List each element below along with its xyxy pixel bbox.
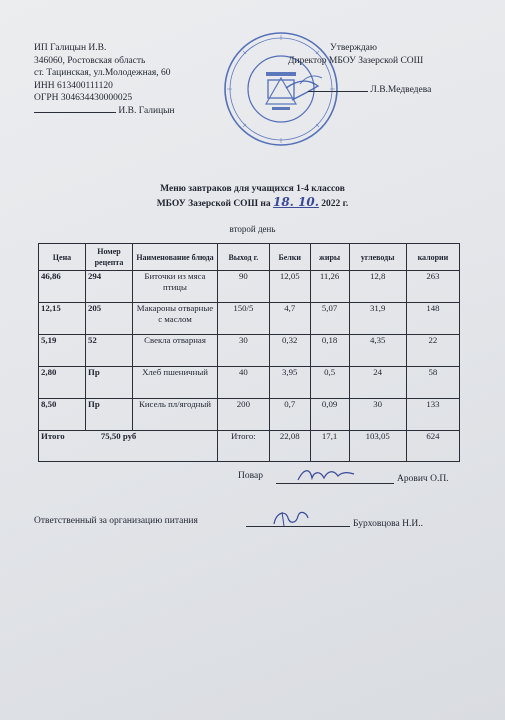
approver-name: Л.В.Медведева bbox=[370, 85, 432, 95]
menu-subtitle bbox=[0, 196, 505, 210]
table-row bbox=[39, 271, 460, 303]
cell-protein: 0,32 bbox=[269, 335, 310, 367]
col-yield: Выход г. bbox=[218, 244, 270, 271]
supplier-ogrn: ОГРН 304634430000025 bbox=[34, 93, 133, 103]
cell-kcal: 148 bbox=[406, 303, 459, 335]
cell-dish: Свекла отварная bbox=[133, 335, 218, 367]
cell-recipe: Пр bbox=[86, 367, 133, 399]
cell-price: 12,15 bbox=[39, 303, 86, 335]
total-label: Итого bbox=[41, 431, 65, 441]
cook-signature-icon bbox=[296, 466, 356, 484]
col-kcal: калории bbox=[406, 244, 459, 271]
supplier-address-street: ст. Тацинская, ул.Молодежная, 60 bbox=[34, 68, 171, 78]
year-label: 2022 г. bbox=[321, 199, 349, 209]
cell-kcal: 133 bbox=[406, 399, 459, 431]
cell-recipe: 52 bbox=[86, 335, 133, 367]
menu-date: 18. 10. bbox=[272, 195, 319, 209]
cell-yield: 30 bbox=[218, 335, 270, 367]
cell-carbs: 12,8 bbox=[349, 271, 406, 303]
menu-table bbox=[38, 243, 460, 462]
cell-fat: 5,07 bbox=[310, 303, 349, 335]
cell-recipe: 294 bbox=[86, 271, 133, 303]
cell-carbs: 30 bbox=[349, 399, 406, 431]
table-row bbox=[39, 335, 460, 367]
supplier-name: ИП Галицын И.В. bbox=[34, 43, 107, 53]
cell-kcal: 58 bbox=[406, 367, 459, 399]
table-total-row bbox=[39, 431, 460, 462]
approver-signature-line bbox=[308, 84, 431, 97]
cell-carbs: 24 bbox=[349, 367, 406, 399]
cell-fat: 0,18 bbox=[310, 335, 349, 367]
approver-position: Директор МБОУ Зазерской СОШ bbox=[288, 56, 424, 66]
cell-recipe: 205 bbox=[86, 303, 133, 335]
cell-yield: 150/5 bbox=[218, 303, 270, 335]
col-price: Цена bbox=[39, 244, 86, 271]
cell-kcal: 263 bbox=[406, 271, 459, 303]
cell-recipe: Пр bbox=[86, 399, 133, 431]
table-row bbox=[39, 399, 460, 431]
total-kcal: 624 bbox=[406, 431, 459, 462]
col-dish: Наименование блюда bbox=[133, 244, 218, 271]
cell-protein: 12,05 bbox=[269, 271, 310, 303]
responsible-name: Бурховцова Н.И.. bbox=[353, 519, 423, 529]
responsible-label: Ответственный за организацию питания bbox=[34, 516, 198, 526]
table-row bbox=[39, 303, 460, 335]
total-label-2: Итого: bbox=[218, 431, 270, 462]
cell-dish: Кисель пл/ягодный bbox=[133, 399, 218, 431]
total-protein: 22,08 bbox=[269, 431, 310, 462]
total-carbs: 103,05 bbox=[349, 431, 406, 462]
menu-title: Меню завтраков для учащихся 1-4 классов bbox=[160, 184, 345, 194]
cook-name: Арович О.П. bbox=[397, 474, 449, 484]
cell-carbs: 31,9 bbox=[349, 303, 406, 335]
cell-protein: 4,7 bbox=[269, 303, 310, 335]
supplier-inn: ИНН 613400111120 bbox=[34, 80, 113, 91]
supplier-block bbox=[34, 42, 175, 117]
table-header-row bbox=[39, 244, 460, 271]
responsible-signature-icon bbox=[270, 508, 310, 528]
cell-fat: 0,09 bbox=[310, 399, 349, 431]
col-recipe: Номер рецепта bbox=[86, 244, 133, 271]
cell-dish: Макароны отварные с маслом bbox=[133, 303, 218, 335]
col-carbs: углеводы bbox=[349, 244, 406, 271]
table-row bbox=[39, 367, 460, 399]
cell-kcal: 22 bbox=[406, 335, 459, 367]
supplier-signature-line bbox=[34, 105, 175, 118]
cell-price: 5,19 bbox=[39, 335, 86, 367]
school-label: МБОУ Зазерской СОШ на bbox=[156, 199, 271, 209]
day-label: второй день bbox=[229, 224, 276, 234]
cell-protein: 3,95 bbox=[269, 367, 310, 399]
cell-fat: 0,5 bbox=[310, 367, 349, 399]
cell-fat: 11,26 bbox=[310, 271, 349, 303]
col-protein: Белки bbox=[269, 244, 310, 271]
cell-yield: 90 bbox=[218, 271, 270, 303]
cell-yield: 40 bbox=[218, 367, 270, 399]
cell-dish: Биточки из мяса птицы bbox=[133, 271, 218, 303]
cook-label: Повар bbox=[238, 471, 263, 481]
cell-price: 2,80 bbox=[39, 367, 86, 399]
supplier-address-region: 346060, Ростовская область bbox=[34, 55, 146, 66]
total-label-cell bbox=[39, 431, 218, 462]
cell-price: 46,86 bbox=[39, 271, 86, 303]
cell-price: 8,50 bbox=[39, 399, 86, 431]
supplier-signer: И.В. Галицын bbox=[118, 105, 175, 116]
cell-dish: Хлеб пшеничный bbox=[133, 367, 218, 399]
cell-yield: 200 bbox=[218, 399, 270, 431]
approval-heading: Утверждаю bbox=[330, 43, 377, 53]
total-fat: 17,1 bbox=[310, 431, 349, 462]
total-sum: 75,50 руб bbox=[100, 431, 137, 441]
cell-carbs: 4,35 bbox=[349, 335, 406, 367]
col-fat: жиры bbox=[310, 244, 349, 271]
cell-protein: 0,7 bbox=[269, 399, 310, 431]
